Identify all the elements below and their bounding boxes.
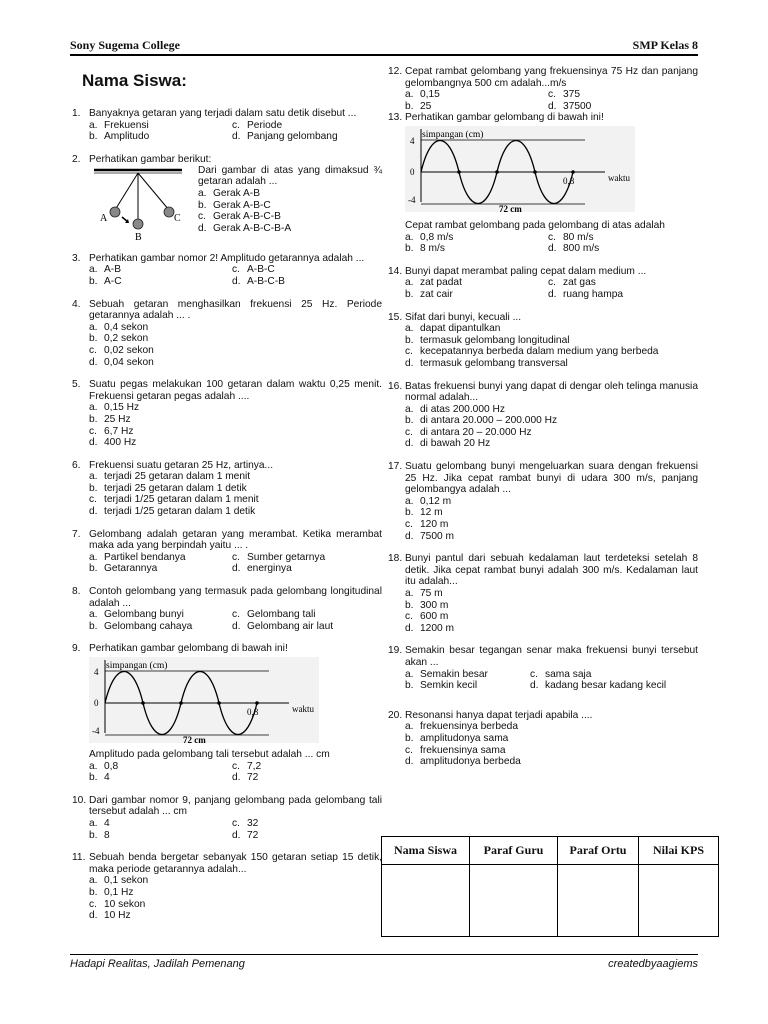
signature-table — [381, 836, 719, 937]
wave-figure-q9 — [89, 657, 319, 743]
header-class: SMP Kelas 8 — [632, 38, 698, 52]
table-cell-nama-siswa[interactable] — [382, 865, 470, 937]
question-2-side-text: Dari gambar di atas yang dimaksud ¾ getaran adalah ... — [198, 164, 382, 188]
student-name-title: Nama Siswa: — [82, 71, 187, 90]
question-13-after: Cepat rambat gelombang pada gelombang di atas adalah — [405, 219, 665, 231]
header-rule — [70, 54, 698, 56]
table-cell-nilai-kps[interactable] — [639, 865, 719, 937]
question-16: 16. Batas frekuensi bunyi yang dapat di dengar oleh telinga manusia normal adalah... a. di atas 200.000 Hz b. di antara 20.000 – 200.000 Hz c. di antara 20 – 20.000 Hz d. di bawah 20 Hz — [388, 380, 698, 450]
table-header-nama-siswa: Nama Siswa — [382, 837, 470, 865]
question-13: 13. Perhatikan gambar gelombang di bawah ini! simpangan (cm) 4 0 -4 0,8 waktu 72 cm Cepat rambat gelombang pada gelombang di atas adalah a. 0,8 m/s c. 80 m/s b. 8 m/s d. 800 m/s — [388, 112, 698, 254]
question-20: 20. Resonansi hanya dapat terjadi apabila .... a. frekuensinya berbeda b. amplitudonya sama c. frekuensinya sama d. amplitudonya berbeda — [388, 709, 593, 768]
svg-text:0,8: 0,8 — [247, 707, 259, 717]
question-12: 12. Cepat rambat gelombang yang frekuensinya 75 Hz dan panjang gelombangnya 500 cm adalah...m/s a. 0,15 c. 375 b. 25 d. 37500 — [388, 66, 698, 112]
question-17: 17. Suatu gelombang bunyi mengeluarkan suara dengan frekuensi 25 Hz. Jika cepat rambat bunyi di udara 300 m/s, panjang gelombangya adalah ... a. 0,12 m b. 12 m c. 120 m d. 7500 m — [388, 461, 698, 542]
question-8: 8. Contoh gelombang yang termasuk pada gelombang longitudinal adalah ... a. Gelombang bunyi c. Gelombang tali b. Gelombang cahaya d. Gelombang air laut — [72, 586, 382, 632]
question-3: 3. Perhatikan gambar nomor 2! Amplitudo getarannya adalah ... a. A-B c. A-B-C b. A-C d. A-B-C-B — [72, 252, 365, 287]
svg-text:72 cm: 72 cm — [499, 203, 522, 212]
question-11: 11. Sebuah benda bergetar sebanyak 150 getaran setiap 15 detik, maka periode getarannya adalah... a. 0,1 sekon b. 0,1 Hz c. 10 sekon d. 10 Hz — [72, 852, 382, 922]
pendulum-label-b: B — [135, 231, 142, 242]
svg-text:-4: -4 — [408, 194, 416, 205]
question-2: 2. Perhatikan gambar berikut: A B C Dari gambar di atas yang dimaksud ¾ getaran adalah ... a. Gerak A-B b. Gerak A-B-C c. Gerak A-B-C-B d. Gerak A-B-C-B-A — [72, 153, 382, 242]
svg-text:4: 4 — [94, 667, 99, 677]
question-10: 10. Dari gambar nomor 9, panjang gelombang pada gelombang tali tersebut adalah ... cm a. 4 c. 32 b. 8 d. 72 — [72, 794, 382, 841]
question-1: 1. Banyaknya getaran yang terjadi dalam satu detik disebut ... a. Frekuensi c. Periode b. Amplitudo d. Panjang gelombang — [72, 108, 357, 143]
svg-text:-4: -4 — [92, 726, 100, 736]
footer-rule — [70, 954, 698, 955]
table-header-paraf-guru: Paraf Guru — [470, 837, 558, 865]
footer-motto: Hadapi Realitas, Jadilah Pemenang — [70, 958, 245, 970]
svg-text:simpangan (cm): simpangan (cm) — [422, 129, 484, 140]
table-header-nilai-kps: Nilai KPS — [639, 837, 719, 865]
header-school: Sony Sugema College — [70, 38, 181, 52]
pendulum-label-a: A — [100, 212, 108, 224]
wave-figure-q13 — [405, 126, 635, 212]
svg-text:72 cm: 72 cm — [183, 735, 206, 743]
question-15: 15. Sifat dari bunyi, kecuali ... a. dapat dipantulkan b. termasuk gelombang longitudinal c. kecepatannya berbeda dalam medium yang berbeda d. termasuk gelombang transversal — [388, 311, 659, 369]
question-9: 9. Perhatikan gambar gelombang di bawah ini! simpangan (cm) 4 0 -4 0,8 waktu 72 cm Amplitudo pada gelombang tali tersebut adalah ... cm a. 0,8 c. 7,2 b. 4 d. 72 — [72, 643, 382, 783]
question-6: 6. Frekuensi suatu getaran 25 Hz, artinya... a. terjadi 25 getaran dalam 1 menit b. terjadi 25 getaran dalam 1 detik c. terjadi 1/25 getaran dalam 1 menit d. terjadi 1/25 getaran dalam 1 detik — [72, 459, 274, 518]
question-18: 18. Bunyi pantul dari sebuah kedalaman laut terdeteksi setelah 8 detik. Jika cepat rambat bunyi adalah 300 m/s. Kedalaman laut itu adalah... a. 75 m b. 300 m c. 600 m d. 1200 m — [388, 553, 698, 634]
question-7: 7. Gelombang adalah getaran yang merambat. Ketika merambat maka ada yang berpindah yaitu ... . a. Partikel bendanya c. Sumber getarnya b. Getarannya d. energinya — [72, 528, 382, 575]
svg-text:simpangan (cm): simpangan (cm) — [106, 661, 168, 671]
question-4: 4. Sebuah getaran menghasilkan frekuensi 25 Hz. Periode getarannya adalah ... . a. 0,4 sekon b. 0,2 sekon c. 0,02 sekon d. 0,04 sekon — [72, 298, 382, 368]
right-column — [388, 66, 698, 779]
question-9-after: Amplitudo pada gelombang tali tersebut adalah ... cm — [89, 749, 330, 760]
left-column — [72, 108, 382, 933]
svg-text:0: 0 — [94, 698, 99, 708]
table-cell-paraf-ortu[interactable] — [558, 865, 639, 937]
svg-text:0: 0 — [410, 166, 415, 177]
svg-text:waktu: waktu — [292, 704, 314, 714]
question-19: 19. Semakin besar tegangan senar maka frekuensi bunyi tersebut akan ... a. Semakin besar c. sama saja b. Semkin kecil d. kadang besar kadang kecil — [388, 645, 698, 692]
svg-text:0,8: 0,8 — [563, 175, 575, 186]
table-header-paraf-ortu: Paraf Ortu — [558, 837, 639, 865]
svg-text:4: 4 — [410, 135, 415, 146]
question-5: 5. Suatu pegas melakukan 100 getaran dalam waktu 0,25 menit. Frekuensi getaran pegas adalah .... a. 0,15 Hz b. 25 Hz c. 6,7 Hz d. 400 Hz — [72, 379, 382, 449]
table-cell-paraf-guru[interactable] — [470, 865, 558, 937]
footer-credit: createdbyaagiems — [608, 958, 698, 970]
question-14: 14. Bunyi dapat merambat paling cepat dalam medium ... a. zat padat c. zat gas b. zat cair d. ruang hampa — [388, 265, 647, 300]
pendulum-label-c: C — [174, 212, 181, 224]
svg-text:waktu: waktu — [608, 172, 630, 183]
pendulum-figure — [84, 166, 192, 242]
